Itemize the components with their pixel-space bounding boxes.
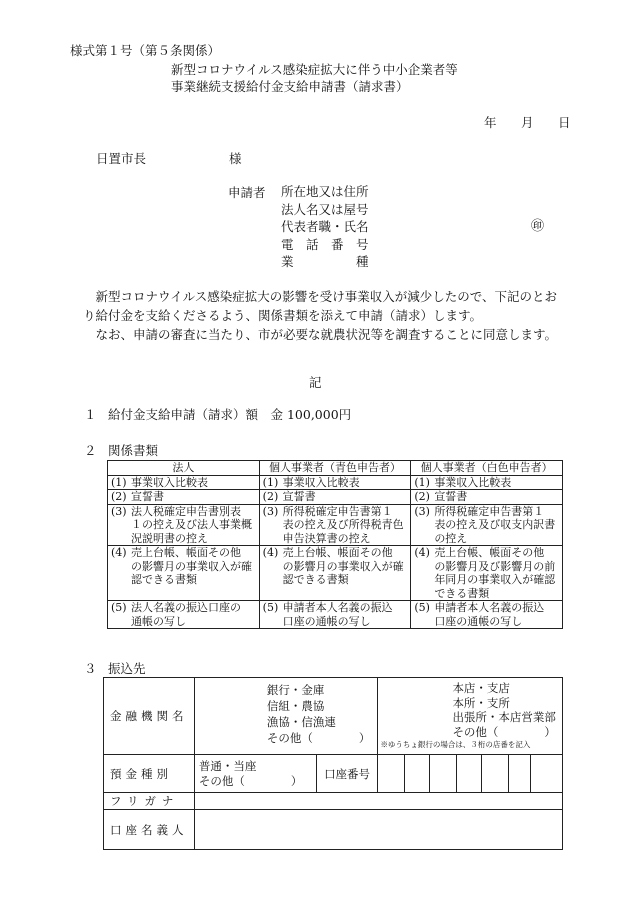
applicant-fields [281, 183, 369, 271]
header-blue-return: 個人事業者（青色申告者） [259, 461, 411, 476]
institution-type-option[interactable]: 信組・農協 [266, 699, 325, 713]
applicant-phone-field[interactable]: 電 話 番 号 [281, 236, 369, 252]
doc-text-cont: 口座の通帳の写し [434, 614, 523, 628]
furigana-label: フリガナ [104, 793, 195, 810]
branch-type-option[interactable]: 出張所・本店営業部 [452, 710, 556, 724]
institution-type-option[interactable]: 銀行・金庫 [266, 683, 325, 697]
documents-row [108, 475, 563, 490]
doc-num: (1) [262, 475, 279, 489]
section1-amount: 給付金支給申請（請求）額 金 100,000円 [108, 407, 352, 422]
doc-text-cont: 表の控え及び収支内訳書の控え [434, 518, 556, 545]
doc-text: 事業収入比較表 [131, 475, 208, 489]
account-digit-box[interactable] [378, 755, 405, 793]
bank-table [103, 677, 563, 850]
doc-text: 申請者本人名義の振込 [282, 601, 393, 614]
addressee-name: 日置市長 [96, 151, 147, 166]
institution-type-option[interactable]: 漁協・信漁連 [266, 715, 336, 729]
header-white-return: 個人事業者（白色申告者） [411, 461, 563, 476]
account-number-label: 口座番号 [316, 755, 378, 793]
doc-text: 事業収入比較表 [282, 475, 360, 489]
section2-title: 関係書類 [108, 443, 159, 458]
doc-cell [108, 546, 260, 601]
doc-cell [108, 490, 260, 505]
holder-row [104, 810, 563, 850]
date-field[interactable]: 年 月 日 [484, 115, 577, 130]
doc-num: (4) [262, 546, 279, 559]
account-holder-field[interactable] [194, 810, 562, 850]
doc-text: 売上台帳、帳面その他 [131, 546, 241, 559]
doc-text-cont: 口座の通帳の写し [282, 614, 371, 628]
applicant-representative-field[interactable]: 代表者職・氏名 [281, 219, 369, 234]
documents-table [107, 460, 563, 629]
account-digit-box[interactable] [457, 755, 482, 793]
doc-num: (3) [111, 504, 127, 518]
doc-cell [108, 504, 260, 546]
documents-row [108, 504, 563, 546]
doc-cell [259, 546, 411, 601]
deposit-type-option[interactable]: その他（ ） [198, 773, 303, 788]
form-number: 様式第１号（第５条関係） [70, 43, 221, 58]
doc-num: (5) [111, 601, 127, 614]
doc-cell [411, 546, 563, 601]
branch-type-cell[interactable] [378, 678, 563, 755]
doc-num: (3) [262, 504, 279, 518]
doc-text: 申請者本人名義の振込 [434, 601, 545, 614]
branch-type-option[interactable]: 本所・支所 [452, 695, 510, 710]
account-holder-label: 口座名義人 [104, 810, 195, 850]
applicant-company-field[interactable]: 法人名又は屋号 [281, 201, 369, 217]
doc-text: 事業収入比較表 [434, 475, 512, 489]
account-digit-box[interactable] [405, 755, 430, 793]
account-digit-box[interactable] [430, 755, 457, 793]
doc-cell [411, 475, 563, 490]
section2-number: ２ [84, 443, 97, 458]
doc-text: 所得税確定申告書第１ [282, 504, 393, 518]
applicant-label: 申請者 [228, 185, 266, 200]
doc-num: (2) [111, 490, 127, 503]
doc-num: (1) [414, 475, 430, 489]
form-title-line1: 新型コロナウイルス感染症拡大に伴う中小企業者等 [171, 62, 458, 77]
doc-cell [259, 490, 411, 505]
branch-type-option[interactable]: 本店・支店 [452, 681, 510, 695]
institution-label: 金融機関名 [104, 678, 195, 755]
doc-text: 所得税確定申告書第１ [434, 504, 545, 518]
doc-text-cont: の影響月の事業収入が確認できる書類 [282, 559, 404, 586]
doc-num: (2) [414, 490, 430, 503]
deposit-type-label: 預金種別 [104, 755, 195, 793]
section3-number: ３ [84, 661, 97, 676]
account-digit-box[interactable] [509, 755, 531, 793]
doc-text-cont: の影響月の事業収入が確認できる書類 [131, 559, 252, 586]
doc-num: (4) [414, 546, 430, 559]
consent-text: なお、申請の審査に当たり、市が必要な就農状況等を調査することに同意します。 [95, 327, 558, 342]
doc-num: (5) [414, 601, 430, 614]
yucho-note: ※ゆうちょ銀行の場合は、３桁の店番を記入 [380, 740, 531, 749]
doc-text: 宣誓書 [282, 490, 316, 503]
institution-row [104, 678, 563, 755]
deposit-type-cell[interactable] [194, 755, 316, 793]
doc-text: 宣誓書 [131, 490, 164, 503]
institution-type-option[interactable]: その他（ ） [266, 731, 371, 745]
doc-cell [411, 490, 563, 505]
seal-icon: ㊞ [531, 219, 545, 234]
deposit-type-option[interactable]: 普通・当座 [198, 758, 257, 773]
applicant-address-field[interactable]: 所在地又は住所 [281, 184, 369, 199]
institution-type-cell[interactable] [194, 678, 378, 755]
doc-text: 法人税確定申告書別表 [131, 504, 241, 518]
ki-heading: 記 [309, 375, 322, 390]
doc-text-cont: １の控え及び法人事業概況説明書の控え [131, 518, 252, 545]
doc-num: (3) [414, 504, 430, 518]
doc-cell [259, 475, 411, 490]
statement-text: 新型コロナウイルス感染症拡大の影響を受け事業収入が減少したので、下記のとおり給付金を支給くださるよう、関係書類を添えて申請（請求）します。 [83, 289, 558, 323]
header-corporation: 法人 [108, 461, 260, 476]
deposit-row [104, 755, 563, 793]
section3-title: 振込先 [108, 661, 146, 676]
doc-cell [411, 504, 563, 546]
form-title-line2: 事業継続支援給付金支給申請書（請求書） [171, 79, 409, 94]
statement-paragraph [83, 287, 567, 344]
addressee-honorific: 様 [229, 151, 242, 166]
furigana-row [104, 793, 563, 810]
doc-cell [259, 601, 411, 629]
doc-text: 法人名義の振込口座の [131, 601, 241, 614]
doc-cell [108, 475, 260, 490]
doc-text-cont: の影響月及び影響月の前年同月の事業収入が確認できる書類 [434, 559, 556, 600]
doc-num: (4) [111, 546, 127, 559]
account-digit-box[interactable] [531, 755, 563, 793]
account-digit-box[interactable] [482, 755, 509, 793]
doc-num: (2) [262, 490, 279, 503]
doc-cell [259, 504, 411, 546]
furigana-field[interactable] [194, 793, 562, 810]
section1-number: １ [84, 407, 97, 422]
documents-row [108, 546, 563, 601]
applicant-industry-field[interactable]: 業 種 [281, 254, 369, 269]
doc-cell [411, 601, 563, 629]
doc-text: 売上台帳、帳面その他 [434, 546, 545, 559]
documents-row [108, 601, 563, 629]
doc-num: (5) [262, 601, 279, 614]
doc-num: (1) [111, 475, 127, 489]
doc-text: 宣誓書 [434, 490, 468, 503]
doc-cell [108, 601, 260, 629]
documents-row [108, 490, 563, 505]
documents-header-row [108, 461, 563, 476]
branch-type-option[interactable]: その他（ ） [452, 724, 556, 739]
doc-text-cont: 通帳の写し [131, 614, 186, 628]
doc-text-cont: 表の控え及び所得税青色申告決算書の控え [282, 518, 404, 545]
doc-text: 売上台帳、帳面その他 [282, 546, 393, 559]
